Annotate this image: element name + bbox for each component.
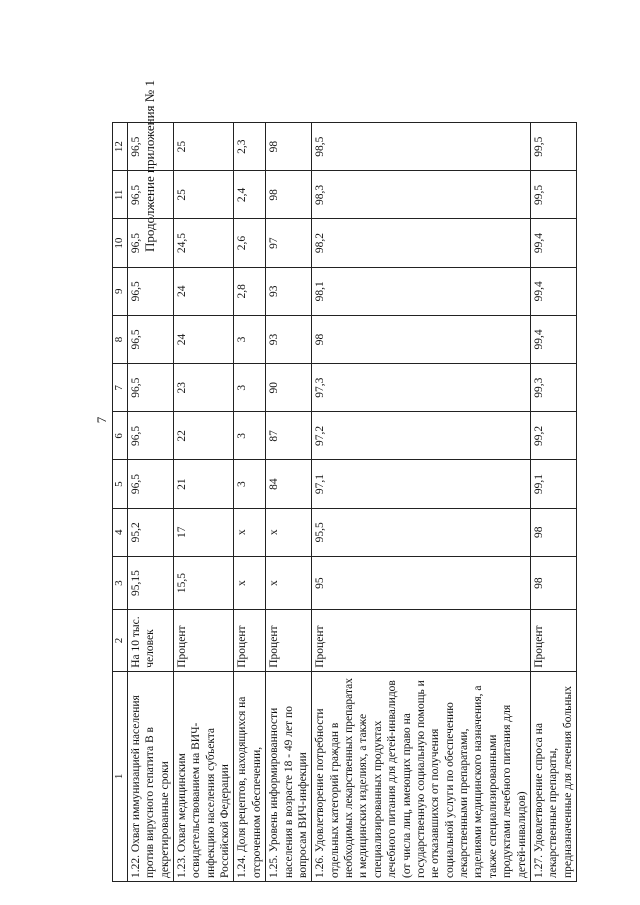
value-cell: 96,5 [127, 460, 173, 508]
value-cell: 95 [312, 556, 531, 609]
indicator-name-cell: 1.23. Охват медицинским освидетельствованием на ВИЧ-инфекцию населения субъекта Российской Федерации [173, 671, 234, 881]
value-cell: 98 [530, 556, 576, 609]
table-row [234, 123, 266, 882]
indicator-name-cell: 1.25. Уровень информированности населения в возрасте 18 - 49 лет по вопросам ВИЧ-инфекции [266, 671, 312, 881]
value-cell: 99,5 [530, 123, 576, 171]
column-header: 10 [113, 219, 128, 267]
value-cell: 3 [234, 364, 266, 412]
value-cell: 21 [173, 460, 234, 508]
appendix-table [112, 122, 612, 882]
value-cell: 90 [266, 364, 312, 412]
value-cell: 98,5 [312, 123, 531, 171]
value-cell: 87 [266, 412, 312, 460]
value-cell: 99,3 [530, 364, 576, 412]
value-cell: 2,6 [234, 219, 266, 267]
value-cell: 99,4 [530, 315, 576, 363]
value-cell: 96,5 [127, 315, 173, 363]
table-row [127, 123, 173, 882]
unit-cell: На 10 тыс. человек [127, 610, 173, 672]
unit-cell: Процент [312, 610, 531, 672]
value-cell: 17 [173, 508, 234, 556]
value-cell: x [234, 508, 266, 556]
value-cell: 97 [266, 219, 312, 267]
value-cell: x [266, 508, 312, 556]
value-cell: x [266, 556, 312, 609]
value-cell: 98 [266, 123, 312, 171]
unit-cell: Процент [266, 610, 312, 672]
table-row [266, 123, 312, 882]
column-header: 5 [113, 460, 128, 508]
value-cell: 25 [173, 123, 234, 171]
value-cell: 2,4 [234, 171, 266, 219]
value-cell: 99,5 [530, 171, 576, 219]
indicator-name-cell: 1.26. Удовлетворение потребности отдельных категорий граждан в необходимых лекарственных препаратах и медицинских изделиях, а также специализированных продуктах лечебного питания для детей-инвалидов (от числа лиц, имеющих право на государственную социальную помощь и не отказавшихся от получения социальной услуги по обеспечению лекарственными препаратами, изделиями медицинского назначения, а также специализированными продуктами лечебного питания для детей-инвалидов) [312, 671, 531, 881]
unit-cell: Процент [234, 610, 266, 672]
column-header: 2 [113, 610, 128, 672]
value-cell: 96,5 [127, 364, 173, 412]
value-cell: 96,5 [127, 123, 173, 171]
value-cell: 95,5 [312, 508, 531, 556]
column-header: 7 [113, 364, 128, 412]
value-cell: 2,8 [234, 267, 266, 315]
column-header: 8 [113, 315, 128, 363]
value-cell: 99,4 [530, 267, 576, 315]
table-row [530, 123, 576, 882]
value-cell: 96,5 [127, 219, 173, 267]
value-cell: 93 [266, 267, 312, 315]
value-cell: 3 [234, 460, 266, 508]
table-row [312, 123, 531, 882]
value-cell: 97,1 [312, 460, 531, 508]
value-cell: 99,2 [530, 412, 576, 460]
column-header: 4 [113, 508, 128, 556]
value-cell: 15,5 [173, 556, 234, 609]
indicator-name-cell: 1.27. Удовлетворение спроса на лекарственные препараты, предназначенные для лечения больных [530, 671, 576, 881]
unit-cell: Процент [530, 610, 576, 672]
page-number: 7 [94, 416, 109, 424]
value-cell: 99,1 [530, 460, 576, 508]
appendix-caption: Продолжение приложения № 1 [142, 80, 157, 252]
indicator-name-cell: 1.24. Доля рецептов, находящихся на отсроченном обеспечении, [234, 671, 266, 881]
value-cell: 24,5 [173, 219, 234, 267]
value-cell: 22 [173, 412, 234, 460]
value-cell: 3 [234, 315, 266, 363]
value-cell: 98,2 [312, 219, 531, 267]
value-cell: x [234, 556, 266, 609]
value-cell: 97,2 [312, 412, 531, 460]
value-cell: 93 [266, 315, 312, 363]
value-cell: 23 [173, 364, 234, 412]
value-cell: 96,5 [127, 171, 173, 219]
column-header: 9 [113, 267, 128, 315]
value-cell: 96,5 [127, 412, 173, 460]
table-header-row [113, 123, 128, 882]
column-header: 6 [113, 412, 128, 460]
value-cell: 95,2 [127, 508, 173, 556]
value-cell: 99,4 [530, 219, 576, 267]
value-cell: 96,5 [127, 267, 173, 315]
indicator-name-cell: 1.22. Охват иммунизацией населения против вирусного гепатита В в декретированные сроки [127, 671, 173, 881]
value-cell: 84 [266, 460, 312, 508]
value-cell: 24 [173, 267, 234, 315]
value-cell: 2,3 [234, 123, 266, 171]
column-header: 11 [113, 171, 128, 219]
value-cell: 98 [312, 315, 531, 363]
value-cell: 25 [173, 171, 234, 219]
column-header: 3 [113, 556, 128, 609]
value-cell: 24 [173, 315, 234, 363]
value-cell: 95,15 [127, 556, 173, 609]
value-cell: 98,1 [312, 267, 531, 315]
value-cell: 98 [266, 171, 312, 219]
value-cell: 98,3 [312, 171, 531, 219]
table-row [173, 123, 234, 882]
value-cell: 98 [530, 508, 576, 556]
column-header: 12 [113, 123, 128, 171]
column-header: 1 [113, 671, 128, 881]
unit-cell: Процент [173, 610, 234, 672]
value-cell: 3 [234, 412, 266, 460]
value-cell: 97,3 [312, 364, 531, 412]
